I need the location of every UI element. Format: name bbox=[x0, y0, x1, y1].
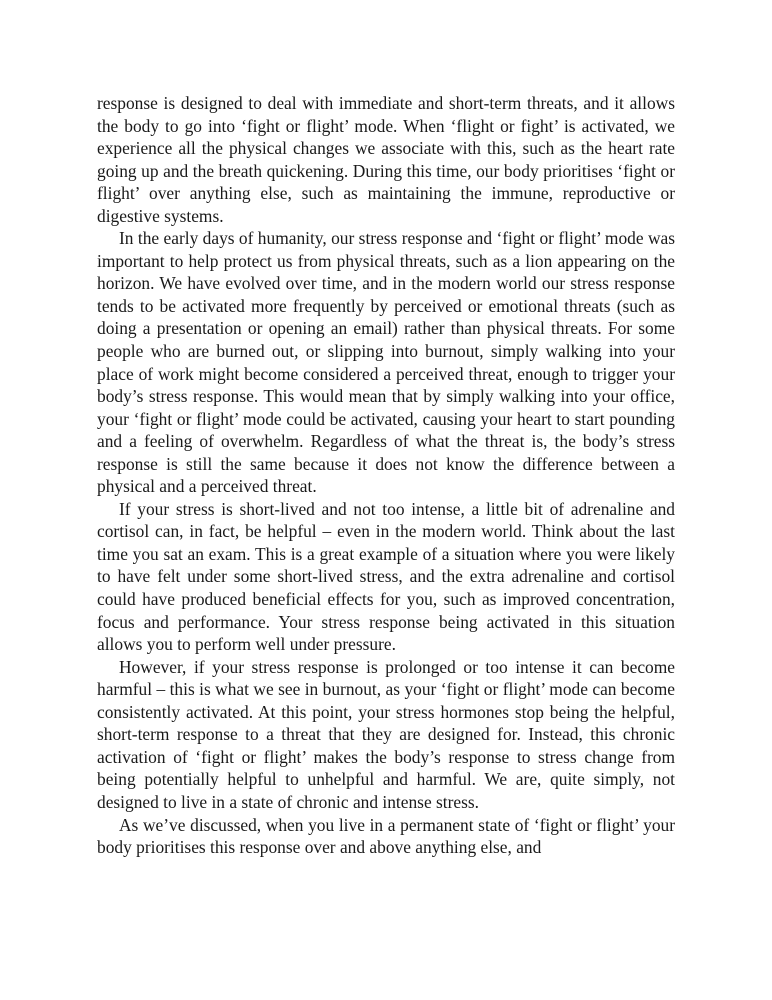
page-body bbox=[97, 92, 675, 859]
paragraph-continued: response is designed to deal with immediate and short-term threats, and it allows the body to go into ‘fight or flight’ mode. When ‘flight or fight’ is activated, we experience all the physical changes we associate with this, such as the heart rate going up and the breath quickening. During this time, our body prioritises ‘fight or flight’ over anything else, such as maintaining the immune, reproductive or digestive systems. bbox=[97, 93, 675, 226]
paragraph-prolonged-stress: However, if your stress response is prolonged or too intense it can become harmful – this is what we see in burnout, as your ‘fight or flight’ mode can become consistently activated. At this point, your stress hormones stop being the helpful, short-term response to a threat that they are designed for. Instead, this chronic activation of ‘fight or flight’ makes the body’s response to stress change from being potentially helpful to unhelpful and harmful. We are, quite simply, not designed to live in a state of chronic and intense stress. bbox=[97, 656, 675, 812]
paragraph-early-humanity: In the early days of humanity, our stress response and ‘fight or flight’ mode was important to help protect us from physical threats, such as a lion appearing on the horizon. We have evolved over time, and in the modern world our stress response tends to be activated more frequently by perceived or emotional threats (such as doing a presentation or opening an email) rather than physical threats. For some people who are burned out, or slipping into burnout, simply walking into your place of work might become considered a perceived threat, enough to trigger your body’s stress response. This would mean that by simply walking into your office, your ‘fight or flight’ mode could be activated, causing your heart to start pounding and a feeling of overwhelm. Regardless of what the threat is, the body’s stress response is still the same because it does not know the difference between a physical and a perceived threat. bbox=[97, 228, 675, 497]
paragraph-short-lived-stress: If your stress is short-lived and not too intense, a little bit of adrenaline and cortisol can, in fact, be helpful – even in the modern world. Think about the last time you sat an exam. This is a great example of a situation where you were likely to have felt under some short-lived stress, and the extra adrenaline and cortisol could have produced beneficial effects for you, such as improved concentration, focus and performance. Your stress response being activated in this situation allows you to perform well under pressure. bbox=[97, 498, 675, 655]
paragraph-permanent-state: As we’ve discussed, when you live in a permanent state of ‘fight or flight’ your body prioritises this response over and above anything else, and bbox=[97, 814, 675, 858]
